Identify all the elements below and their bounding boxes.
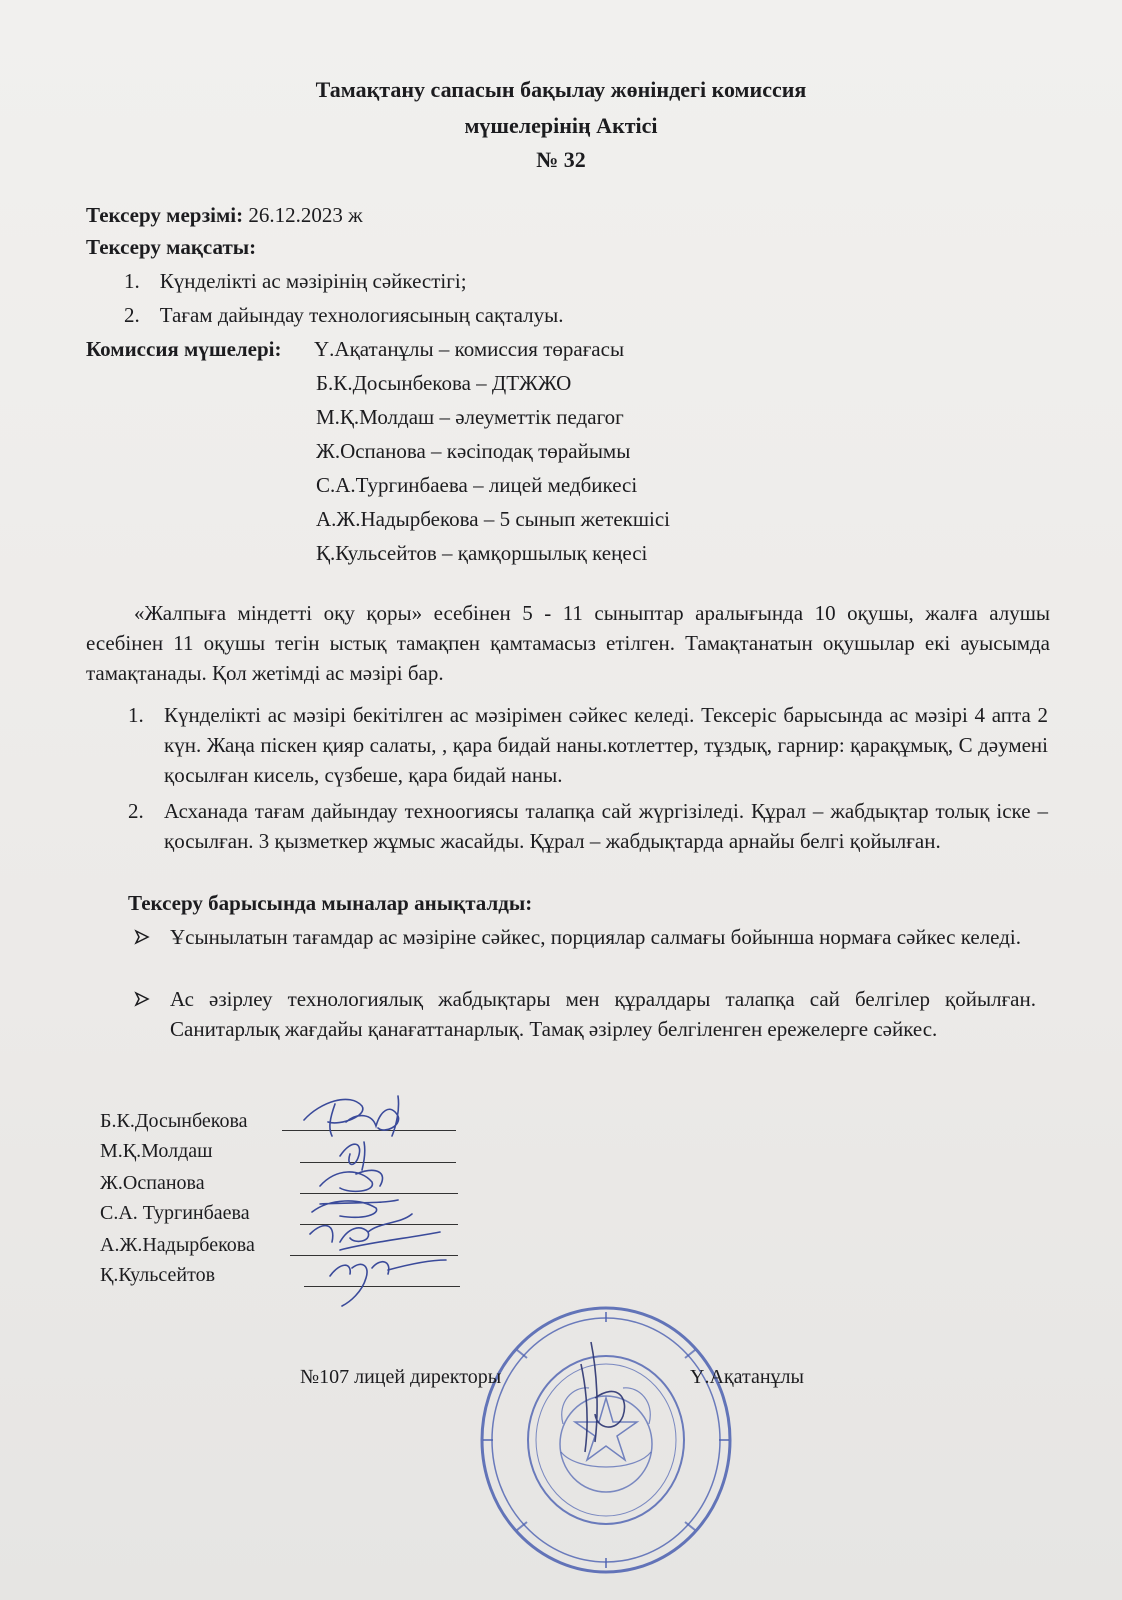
signatory-name: М.Қ.Молдаш	[100, 1140, 213, 1162]
purpose-item-text: Тағам дайындау технологиясының сақталуы.	[159, 303, 564, 327]
signatory-name: Б.К.Досынбекова	[100, 1110, 248, 1132]
signatory-name: С.А. Тургинбаева	[100, 1202, 250, 1224]
purpose-item-number: 1.	[124, 269, 140, 293]
commission-member: Б.К.Досынбекова – ДТЖЖО	[316, 371, 572, 395]
purpose-item-number: 2.	[124, 303, 140, 327]
numbered-item	[128, 796, 1048, 891]
arrow-bullet-icon	[134, 984, 150, 1016]
commission-member: А.Ж.Надырбекова – 5 сынып жетекшісі	[316, 507, 671, 531]
finding-item	[134, 922, 1036, 984]
numbered-item	[128, 700, 1048, 795]
signatory-name: Қ.Кульсейтов	[100, 1264, 216, 1286]
inspection-purpose-label: Тексеру мақсаты:	[86, 235, 257, 259]
numbered-item-text: Күнделікті ас мәзірі бекітілген ас мәзірімен сәйкес келеді. Тексеріс барысында ас мәзірі 4 апта 2 күн. Жаңа піскен қияр салаты, , қара бидай наны.котлеттер, тұздық, гарнир: қарақұмық, С дәумені қосылған кисель, сүзбеше, қара бидай наны.	[164, 703, 1048, 787]
numbered-item-number: 1.	[128, 703, 144, 727]
finding-text: Ас әзірлеу технологиялық жабдықтары мен құралдары талапқа сай белгілер қойылған. Санитарлық жағдайы қанағаттанарлық. Тамақ әзірлеу белгіленген ережелерге сәйкес.	[170, 987, 1036, 1041]
inspection-date-value: 26.12.2023 ж	[243, 203, 363, 227]
commission-member: Ү.Ақатанұлы – комиссия төрағасы	[314, 337, 625, 361]
director-name: Ү.Ақатанұлы	[690, 1366, 804, 1388]
numbered-item-text: Асханада тағам дайындау техноогиясы талапқа сай жүргізіледі. Құрал – жабдықтар толық іске – қосылған. 3 қызметкер жұмыс жасайды. Құрал – жабдықтарда арнайы белгі қойылған.	[164, 799, 1048, 853]
official-seal-stamp	[477, 1302, 735, 1578]
document-title-line-1: Тамақтану сапасын бақылау жөніндегі комиссия	[315, 77, 807, 102]
finding-item	[134, 984, 1036, 1076]
intro-paragraph: «Жалпыға міндетті оқу қоры» есебінен 5 - 11 сыныптар аралығында 10 оқушы, жалға алушы есебінен 11 оқушы тегін ыстық тамақпен қамтамасыз етілген. Тамақтанатын оқушылар екі ауысымда тамақтанады. Қол жетімді ас мәзірі бар.	[86, 601, 1050, 685]
commission-member: М.Қ.Молдаш – әлеуметтік педагог	[316, 405, 624, 429]
handwritten-signatures	[280, 1082, 480, 1312]
commission-member: Ж.Оспанова – кәсіподақ төрайымы	[316, 439, 631, 463]
finding-text: Ұсынылатын тағамдар ас мәзіріне сәйкес, порциялар салмағы бойынша нормаға сәйкес келеді.	[170, 925, 1021, 949]
inspection-date-label: Тексеру мерзімі:	[86, 203, 244, 227]
commission-member: Қ.Кульсейтов – қамқоршылық кеңесі	[316, 541, 648, 565]
purpose-item	[124, 300, 563, 330]
document-title-line-2: мүшелерінің Актісі	[464, 113, 658, 138]
document-number: № 32	[536, 147, 586, 172]
numbered-item-number: 2.	[128, 799, 144, 823]
purpose-item-text: Күнделікті ас мәзірінің сәйкестігі;	[159, 269, 467, 293]
inspection-date	[86, 200, 363, 230]
signatory-name: А.Ж.Надырбекова	[100, 1234, 255, 1256]
signatory-name: Ж.Оспанова	[100, 1172, 205, 1194]
commission-member: С.А.Тургинбаева – лицей медбикесі	[316, 473, 638, 497]
arrow-bullet-icon	[134, 922, 150, 954]
director-label: №107 лицей директоры	[300, 1366, 502, 1388]
commission-label: Комиссия мүшелері:	[86, 337, 282, 361]
purpose-item	[124, 266, 467, 296]
findings-label: Тексеру барысында мыналар анықталды:	[128, 891, 533, 915]
